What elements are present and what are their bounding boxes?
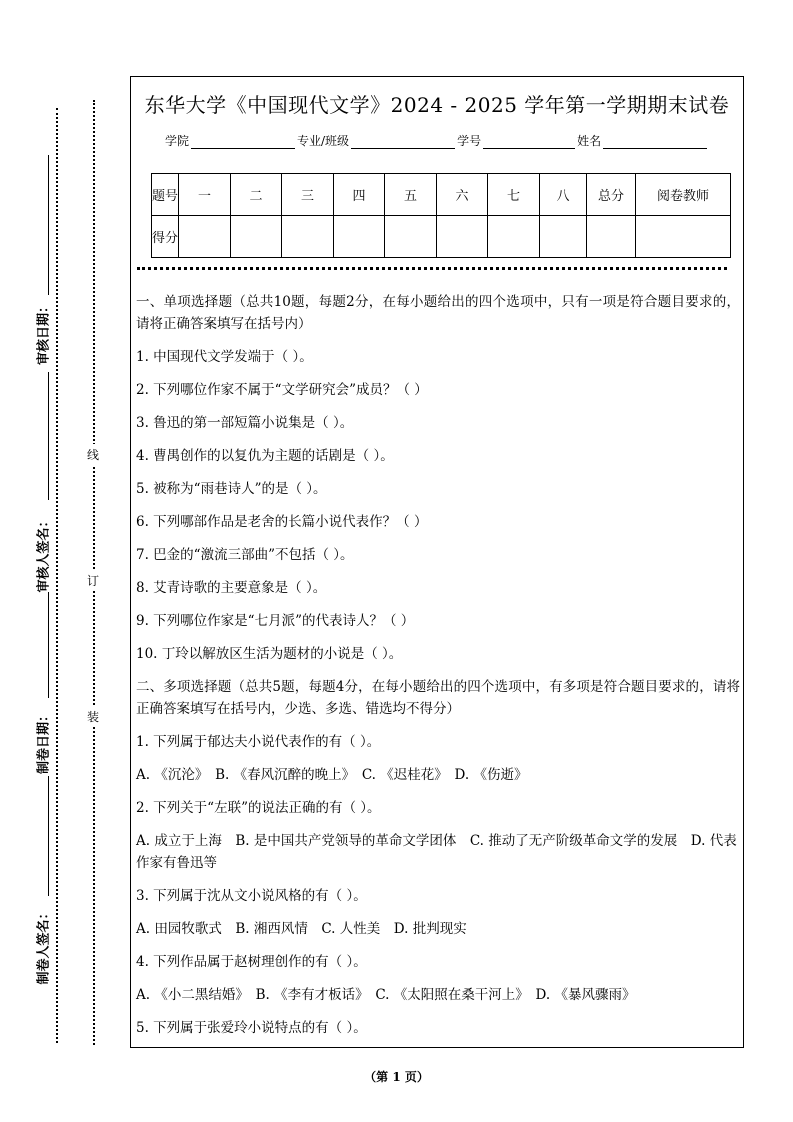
s1-question-1: 1. 中国现代文学发端于（ ）。: [136, 349, 313, 365]
header-cell-7: 七: [488, 174, 540, 216]
score-cell-6[interactable]: [437, 216, 488, 258]
s1-question-4: 4. 曹禺创作的以复仇为主题的话剧是（ ）。: [136, 448, 394, 464]
binding-word-xian: 线: [86, 444, 100, 465]
header-cell-grader: 阅卷教师: [636, 174, 731, 216]
score-cell-5[interactable]: [385, 216, 437, 258]
score-cell-total[interactable]: [587, 216, 636, 258]
field-label-student-id: 学号: [457, 134, 482, 148]
score-cell-label: 得分: [152, 216, 179, 258]
s1-question-5: 5. 被称为“雨巷诗人”的是（ ）。: [136, 481, 327, 497]
field-label-major-class: 专业/班级: [297, 134, 350, 148]
header-cell-2: 二: [231, 174, 282, 216]
score-table-score-row: [152, 216, 731, 258]
header-cell-4: 四: [334, 174, 385, 216]
section2-heading: 二、多项选择题（总共5题，每题4分，在每小题给出的四个选项中，有多项是符合题目要求的，请将正确答案填写在括号内，少选、多选、错选均不得分）: [136, 679, 740, 717]
questions-content: [136, 291, 740, 1039]
field-blank-student-id[interactable]: [483, 136, 575, 149]
margin-dotted-line-left: [56, 108, 58, 1043]
header-cell-label: 题号: [152, 174, 179, 216]
score-cell-7[interactable]: [488, 216, 540, 258]
score-table-header-row: [152, 174, 731, 216]
score-cell-grader[interactable]: [636, 216, 731, 258]
score-cell-4[interactable]: [334, 216, 385, 258]
s2-question-2-stem: 2. 下列关于“左联”的说法正确的有（ ）。: [136, 800, 381, 816]
review-date-label: 审核日期：: [36, 300, 52, 366]
header-cell-3: 三: [282, 174, 334, 216]
s1-question-7: 7. 巴金的“激流三部曲”不包括（ ）。: [136, 547, 354, 563]
s2-question-3-options: A. 田园牧歌式 B. 湘西风情 C. 人性美 D. 批判现实: [136, 921, 467, 937]
section1-heading: 一、单项选择题（总共10题，每题2分，在每小题给出的四个选项中，只有一项是符合题目要求的，请将正确答案填写在括号内）: [136, 294, 740, 332]
header-cell-5: 五: [385, 174, 437, 216]
binding-word-ding: 订: [86, 570, 100, 591]
field-blank-name[interactable]: [603, 136, 707, 149]
page-number: （第 1 页）: [364, 1070, 429, 1084]
dotted-separator: [137, 267, 727, 270]
score-cell-2[interactable]: [231, 216, 282, 258]
field-blank-college[interactable]: [191, 136, 295, 149]
header-cell-total: 总分: [587, 174, 636, 216]
s2-question-4-options: A. 《小二黑结婚》 B. 《李有才板话》 C. 《太阳照在桑干河上》 D. 《暴风骤雨》: [136, 987, 636, 1003]
header-cell-6: 六: [437, 174, 488, 216]
exam-frame: [130, 76, 744, 1048]
s2-question-5-stem: 5. 下列属于张爱玲小说特点的有（ ）。: [136, 1020, 367, 1036]
s2-question-3-stem: 3. 下列属于沈从文小说风格的有（ ）。: [136, 888, 367, 904]
score-table: [151, 173, 731, 258]
maker-signature-label: 制卷人签名：: [36, 906, 52, 985]
margin-line-reviewer: [48, 372, 49, 500]
exam-title: 东华大学《中国现代文学》2024 - 2025 学年第一学期期末试卷: [144, 93, 730, 117]
field-label-college: 学院: [165, 134, 190, 148]
s2-question-1-options: A. 《沉沦》 B. 《春风沉醉的晚上》 C. 《迟桂花》 D. 《伤逝》: [136, 767, 528, 783]
score-cell-8[interactable]: [540, 216, 587, 258]
s1-question-2: 2. 下列哪位作家不属于“文学研究会”成员？（ ）: [136, 382, 428, 398]
binding-word-zhuang: 装: [86, 706, 100, 727]
s2-question-4-stem: 4. 下列作品属于赵树理创作的有（ ）。: [136, 954, 367, 970]
s1-question-3: 3. 鲁迅的第一部短篇小说集是（ ）。: [136, 415, 354, 431]
header-cell-8: 八: [540, 174, 587, 216]
s1-question-8: 8. 艾青诗歌的主要意象是（ ）。: [136, 580, 327, 596]
s1-question-6: 6. 下列哪部作品是老舍的长篇小说代表作？（ ）: [136, 514, 428, 530]
make-date-label: 制卷日期：: [36, 709, 52, 775]
score-cell-1[interactable]: [179, 216, 231, 258]
s1-question-9: 9. 下列哪位作家是“七月派”的代表诗人？（ ）: [136, 613, 415, 629]
field-label-name: 姓名: [577, 134, 602, 148]
s1-question-10: 10. 丁玲以解放区生活为题材的小说是（ ）。: [136, 646, 403, 662]
field-blank-major-class[interactable]: [351, 136, 455, 149]
score-cell-3[interactable]: [282, 216, 334, 258]
s2-question-1-stem: 1. 下列属于郁达夫小说代表作的有（ ）。: [136, 734, 381, 750]
margin-line-maker: [48, 776, 49, 896]
s2-question-2-options: A. 成立于上海 B. 是中国共产党领导的革命文学团体 C. 推动了无产阶级革命文学的发展 D. 代表作家有鲁迅等: [136, 833, 737, 871]
reviewer-signature-label: 审核人签名：: [36, 514, 52, 593]
header-cell-1: 一: [179, 174, 231, 216]
student-info-row: [165, 132, 709, 149]
